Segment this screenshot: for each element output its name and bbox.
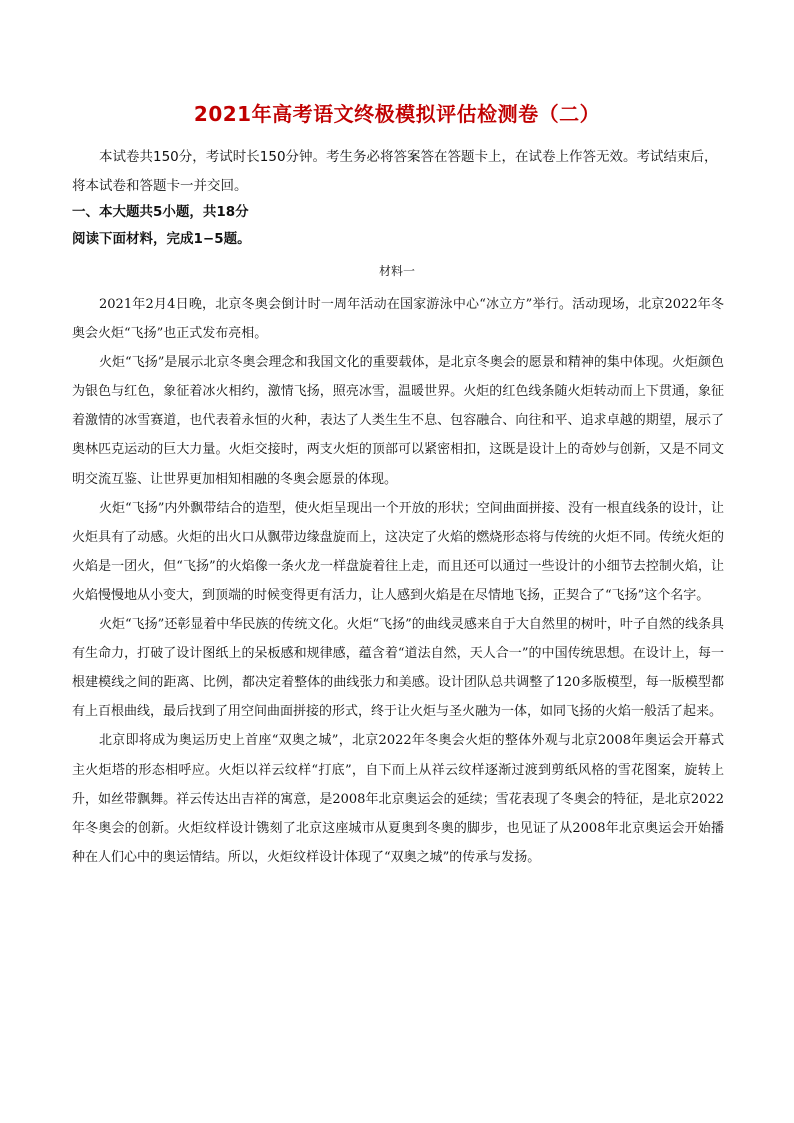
exam-title: 2021年高考语文终极模拟评估检测卷（二） bbox=[193, 102, 601, 126]
paragraph-4: 火炬“飞扬”还彰显着中华民族的传统文化。火炬“飞扬”的曲线灵感来自于大自然里的树叶，叶子自然的线条具有生命力，打破了设计图纸上的呆板感和规律感，蕴含着“道法自然，天人合一”的中国传统思想。在设计上，每一根建模线之间的距离、比例，都决定着整体的曲线张力和美感。设计团队总共调整了120多版模型，每一版模型都有上百根曲线，最后找到了用空间曲面拼接的形式，终于让火炬与圣火融为一体，如同飞扬的火焰一般活了起来。 bbox=[72, 617, 724, 720]
exam-instructions: 本试卷共150分，考试时长150分钟。考生务必将答案答在答题卡上，在试卷上作答无效。考试结束后，将本试卷和答题卡一并交回。 bbox=[72, 149, 718, 194]
paragraph-1: 2021年2月4日晚，北京冬奥会倒计时一周年活动在国家游泳中心“冰立方”举行。活动现场，北京2022年冬奥会火炬“飞扬”也正式发布亮相。 bbox=[72, 297, 724, 342]
section-heading: 一、本大题共5小题，共18分 bbox=[72, 204, 249, 220]
paragraph-5: 北京即将成为奥运历史上首座“双奥之城”，北京2022年冬奥会火炬的整体外观与北京2008年奥运会开幕式主火炬塔的形态相呼应。火炬以祥云纹样“打底”，自下而上从祥云纹样逐渐过渡到剪纸风格的雪花图案，旋转上升，如丝带飘舞。祥云传达出吉祥的寓意，是2008年北京奥运会的延续；雪花表现了冬奥会的特征，是北京2022年冬奥会的创新。火炬纹样设计镌刻了北京这座城市从夏奥到冬奥的脚步，也见证了从2008年北京奥运会开始播种在人们心中的奥运情结。所以，火炬纹样设计体现了“双奥之城”的传承与发扬。 bbox=[72, 733, 724, 865]
paragraph-2: 火炬“飞扬”是展示北京冬奥会理念和我国文化的重要载体，是北京冬奥会的愿景和精神的集中体现。火炬颜色为银色与红色，象征着冰火相约，激情飞扬，照亮冰雪，温暖世界。火炬的红色线条随火炬转动而上下贯通，象征着激情的冰雪赛道，也代表着永恒的火种，表达了人类生生不息、包容融合、向往和平、追求卓越的期望，展示了奥林匹克运动的巨大力量。火炬交接时，两支火炬的顶部可以紧密相扣，这既是设计上的奇妙与创新，又是不同文明交流互鉴、让世界更加相知相融的冬奥会愿景的体现。 bbox=[72, 355, 724, 487]
reading-instruction: 阅读下面材料，完成1−5题。 bbox=[72, 231, 251, 247]
paragraph-3: 火炬“飞扬”内外飘带结合的造型，使火炬呈现出一个开放的形状；空间曲面拼接、没有一根直线条的设计，让火炬具有了动感。火炬的出火口从飘带边缘盘旋而上，这决定了火焰的燃烧形态将与传统的火炬不同。传统火炬的火焰是一团火，但“飞扬”的火焰像一条火龙一样盘旋着往上走，而且还可以通过一些设计的小细节去控制火焰，让火焰慢慢地从小变大，到顶端的时候变得更有活力，让人感到火焰是在尽情地飞扬，正契合了“飞扬”这个名字。 bbox=[72, 500, 724, 603]
material-body bbox=[72, 290, 724, 872]
material-title: 材料一 bbox=[378, 264, 415, 278]
